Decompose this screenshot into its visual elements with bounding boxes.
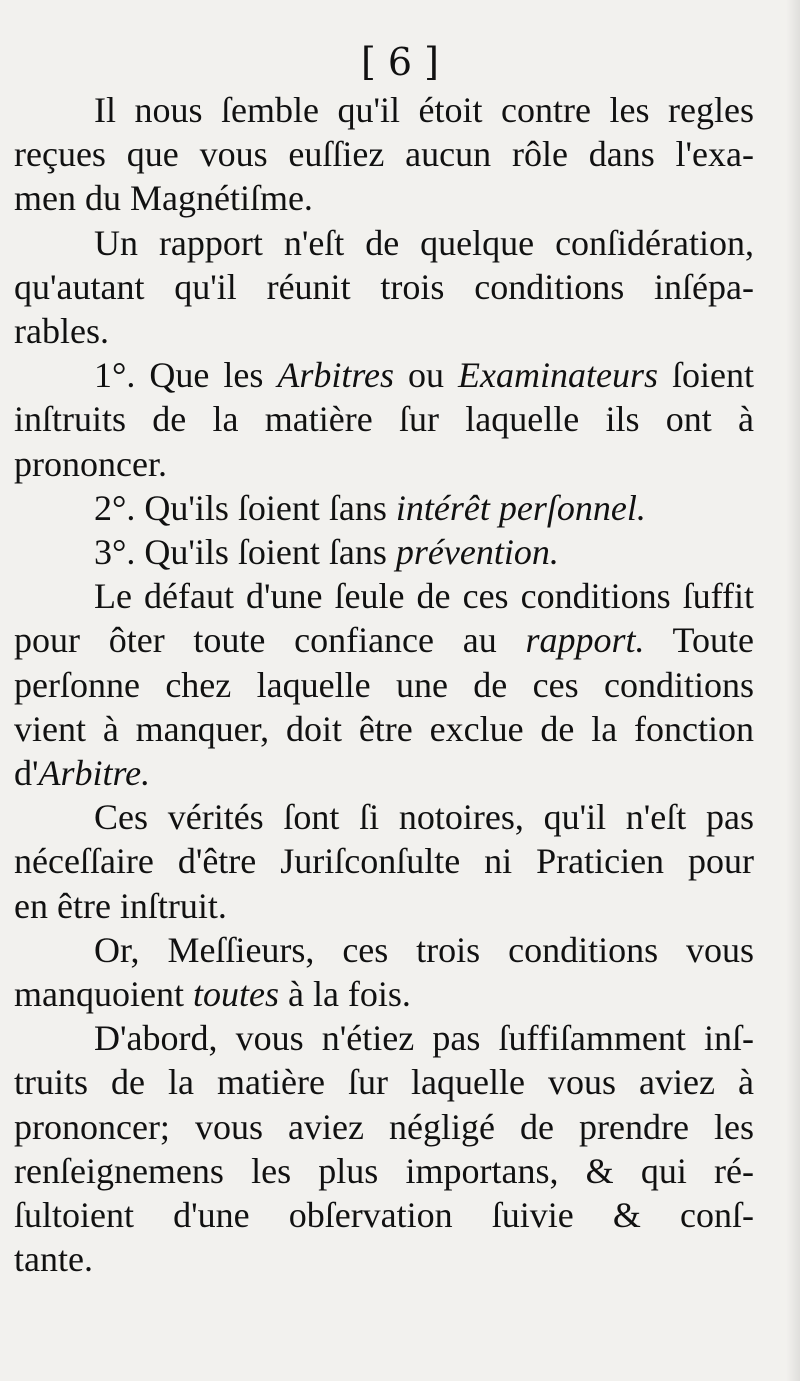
page-number: [ 6 ] <box>361 40 439 84</box>
text-fragment: Toute <box>644 620 754 661</box>
text-fragment: 3°. Qu'ils ſoient ſans <box>94 532 396 573</box>
text-line: prononcer; vous aviez négligé de prendre les <box>14 1106 754 1147</box>
italic-term: rapport. <box>525 620 645 661</box>
italic-term: Arbitre. <box>38 753 151 794</box>
text-fragment: pour ôter toute confiance au <box>14 620 526 661</box>
page-text <box>14 88 754 1281</box>
text-line <box>14 618 754 662</box>
text-line: renſeignemens les plus importans, & qui ré- <box>14 1150 754 1191</box>
text-line: men du Magnétiſme. <box>14 178 313 219</box>
paragraph-condition-1 <box>14 353 754 486</box>
text-line <box>14 972 754 1016</box>
text-line: prononcer. <box>14 443 167 484</box>
text-line <box>54 486 754 530</box>
italic-term: Arbitres <box>277 355 395 396</box>
italic-term: intérêt perſonnel. <box>395 487 646 528</box>
paragraph-condition-3 <box>54 530 754 574</box>
text-line <box>54 353 754 397</box>
text-fragment: à la fois. <box>278 974 411 1015</box>
paragraph-9 <box>14 1016 754 1281</box>
text-line: D'abord, vous n'étiez pas ſuffiſamment inſ- <box>94 1018 754 1059</box>
text-line: rables. <box>14 311 109 352</box>
text-fragment: ou <box>394 355 459 396</box>
text-line <box>54 530 754 574</box>
text-line: néceſſaire d'être Juriſconſulte ni Praticien pour <box>14 841 754 882</box>
paragraph-2 <box>14 221 754 354</box>
paragraph-8 <box>14 928 754 1016</box>
text-line: Ces vérités ſont ſi notoires, qu'il n'eſt pas <box>94 797 754 838</box>
italic-term: prévention. <box>395 532 559 573</box>
text-line: reçues que vous euſſiez aucun rôle dans l'exa- <box>14 134 754 175</box>
text-line: qu'autant qu'il réunit trois conditions inſépa- <box>14 266 754 307</box>
text-line: inſtruits de la matière ſur laquelle ils ont à <box>14 399 754 440</box>
text-line: perſonne chez laquelle une de ces conditions <box>14 664 754 705</box>
text-fragment: 2°. Qu'ils ſoient ſans <box>94 487 396 528</box>
text-line: en être inſtruit. <box>14 885 227 926</box>
text-line: Un rapport n'eſt de quelque conſidération, <box>94 222 754 263</box>
text-line: vient à manquer, doit être exclue de la fonction <box>14 708 754 749</box>
text-line: Le défaut d'une ſeule de ces conditions ſuffit <box>94 576 754 617</box>
text-fragment: manquoient <box>14 974 193 1015</box>
text-fragment: 1°. Que les <box>94 355 278 396</box>
paragraph-6 <box>14 574 754 795</box>
paragraph-7 <box>14 795 754 928</box>
text-line <box>14 751 754 795</box>
italic-term: Examinateurs <box>458 355 659 396</box>
text-line: Il nous ſemble qu'il étoit contre les regles <box>94 90 754 130</box>
text-line: truits de la matière ſur laquelle vous aviez à <box>14 1062 754 1103</box>
italic-term: toutes <box>192 974 279 1015</box>
text-fragment: d' <box>14 753 39 794</box>
text-fragment: ſoient <box>658 355 754 396</box>
paragraph-1 <box>14 88 754 221</box>
paragraph-condition-2 <box>54 486 754 530</box>
text-line: tante. <box>14 1239 93 1280</box>
text-line: Or, Meſſieurs, ces trois conditions vous <box>94 929 754 970</box>
text-line: ſultoient d'une obſervation ſuivie & conſ- <box>14 1195 754 1236</box>
